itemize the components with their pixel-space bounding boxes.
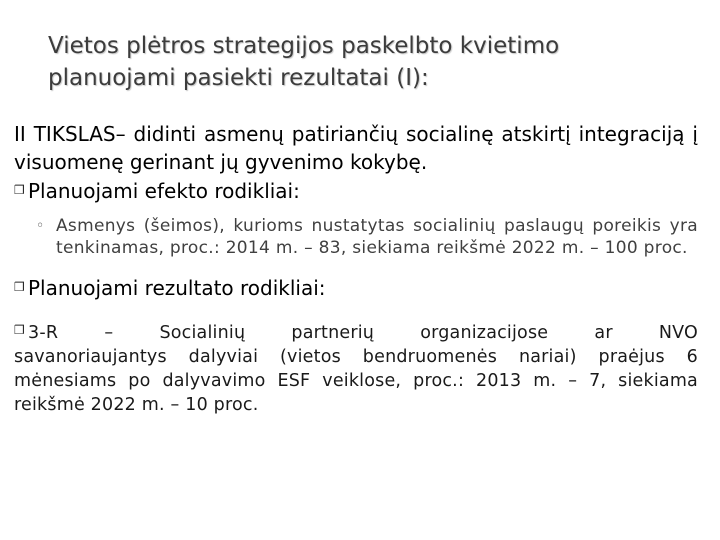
square-bullet-icon: ❒ xyxy=(14,183,25,197)
result-indicator-item xyxy=(14,318,698,417)
effect-heading: Planuojami efekto rodikliai: xyxy=(28,179,300,203)
result-indicator-text: savanoriaujantys dalyviai (vietos bendruomenės nariai) praėjus 6 mėnesiams po dalyvavimo ESF veiklose, proc.: 2013 m. – 7, siekiama reikšmė 2022 m. – 10 proc. xyxy=(14,347,698,415)
goal-text: II TIKSLAS– didinti asmenų patiriančių socialinę atskirtį integraciją į visuomenę gerinant jų gyvenimo kokybę. xyxy=(14,122,698,174)
slide-body xyxy=(14,120,698,417)
square-bullet-icon: ❒ xyxy=(14,323,25,337)
circle-bullet-icon: ◦ xyxy=(36,218,45,234)
square-bullet-icon: ❒ xyxy=(14,280,25,294)
result-indicator-code: 3-R – Socialinių partnerių organizacijose ar NVO xyxy=(28,323,698,343)
spacer xyxy=(14,302,698,318)
slide-title: Vietos plėtros strategijos paskelbto kvietimo planuojami pasiekti rezultatai (I): xyxy=(48,33,560,91)
spacer xyxy=(14,259,698,273)
effect-indicator-text: Asmenys (šeimos), kurioms nustatytas socialinių paslaugų poreikis yra tenkinamas, proc.: 2014 m. – 83, siekiama reikšmė 2022 m. – 100 proc. xyxy=(56,216,698,258)
effect-indicator-item xyxy=(14,215,698,259)
result-heading-item xyxy=(14,273,698,302)
effect-heading-item xyxy=(14,176,698,205)
result-indicator-first-line xyxy=(14,318,698,345)
result-heading: Planuojami rezultato rodikliai: xyxy=(28,276,326,300)
